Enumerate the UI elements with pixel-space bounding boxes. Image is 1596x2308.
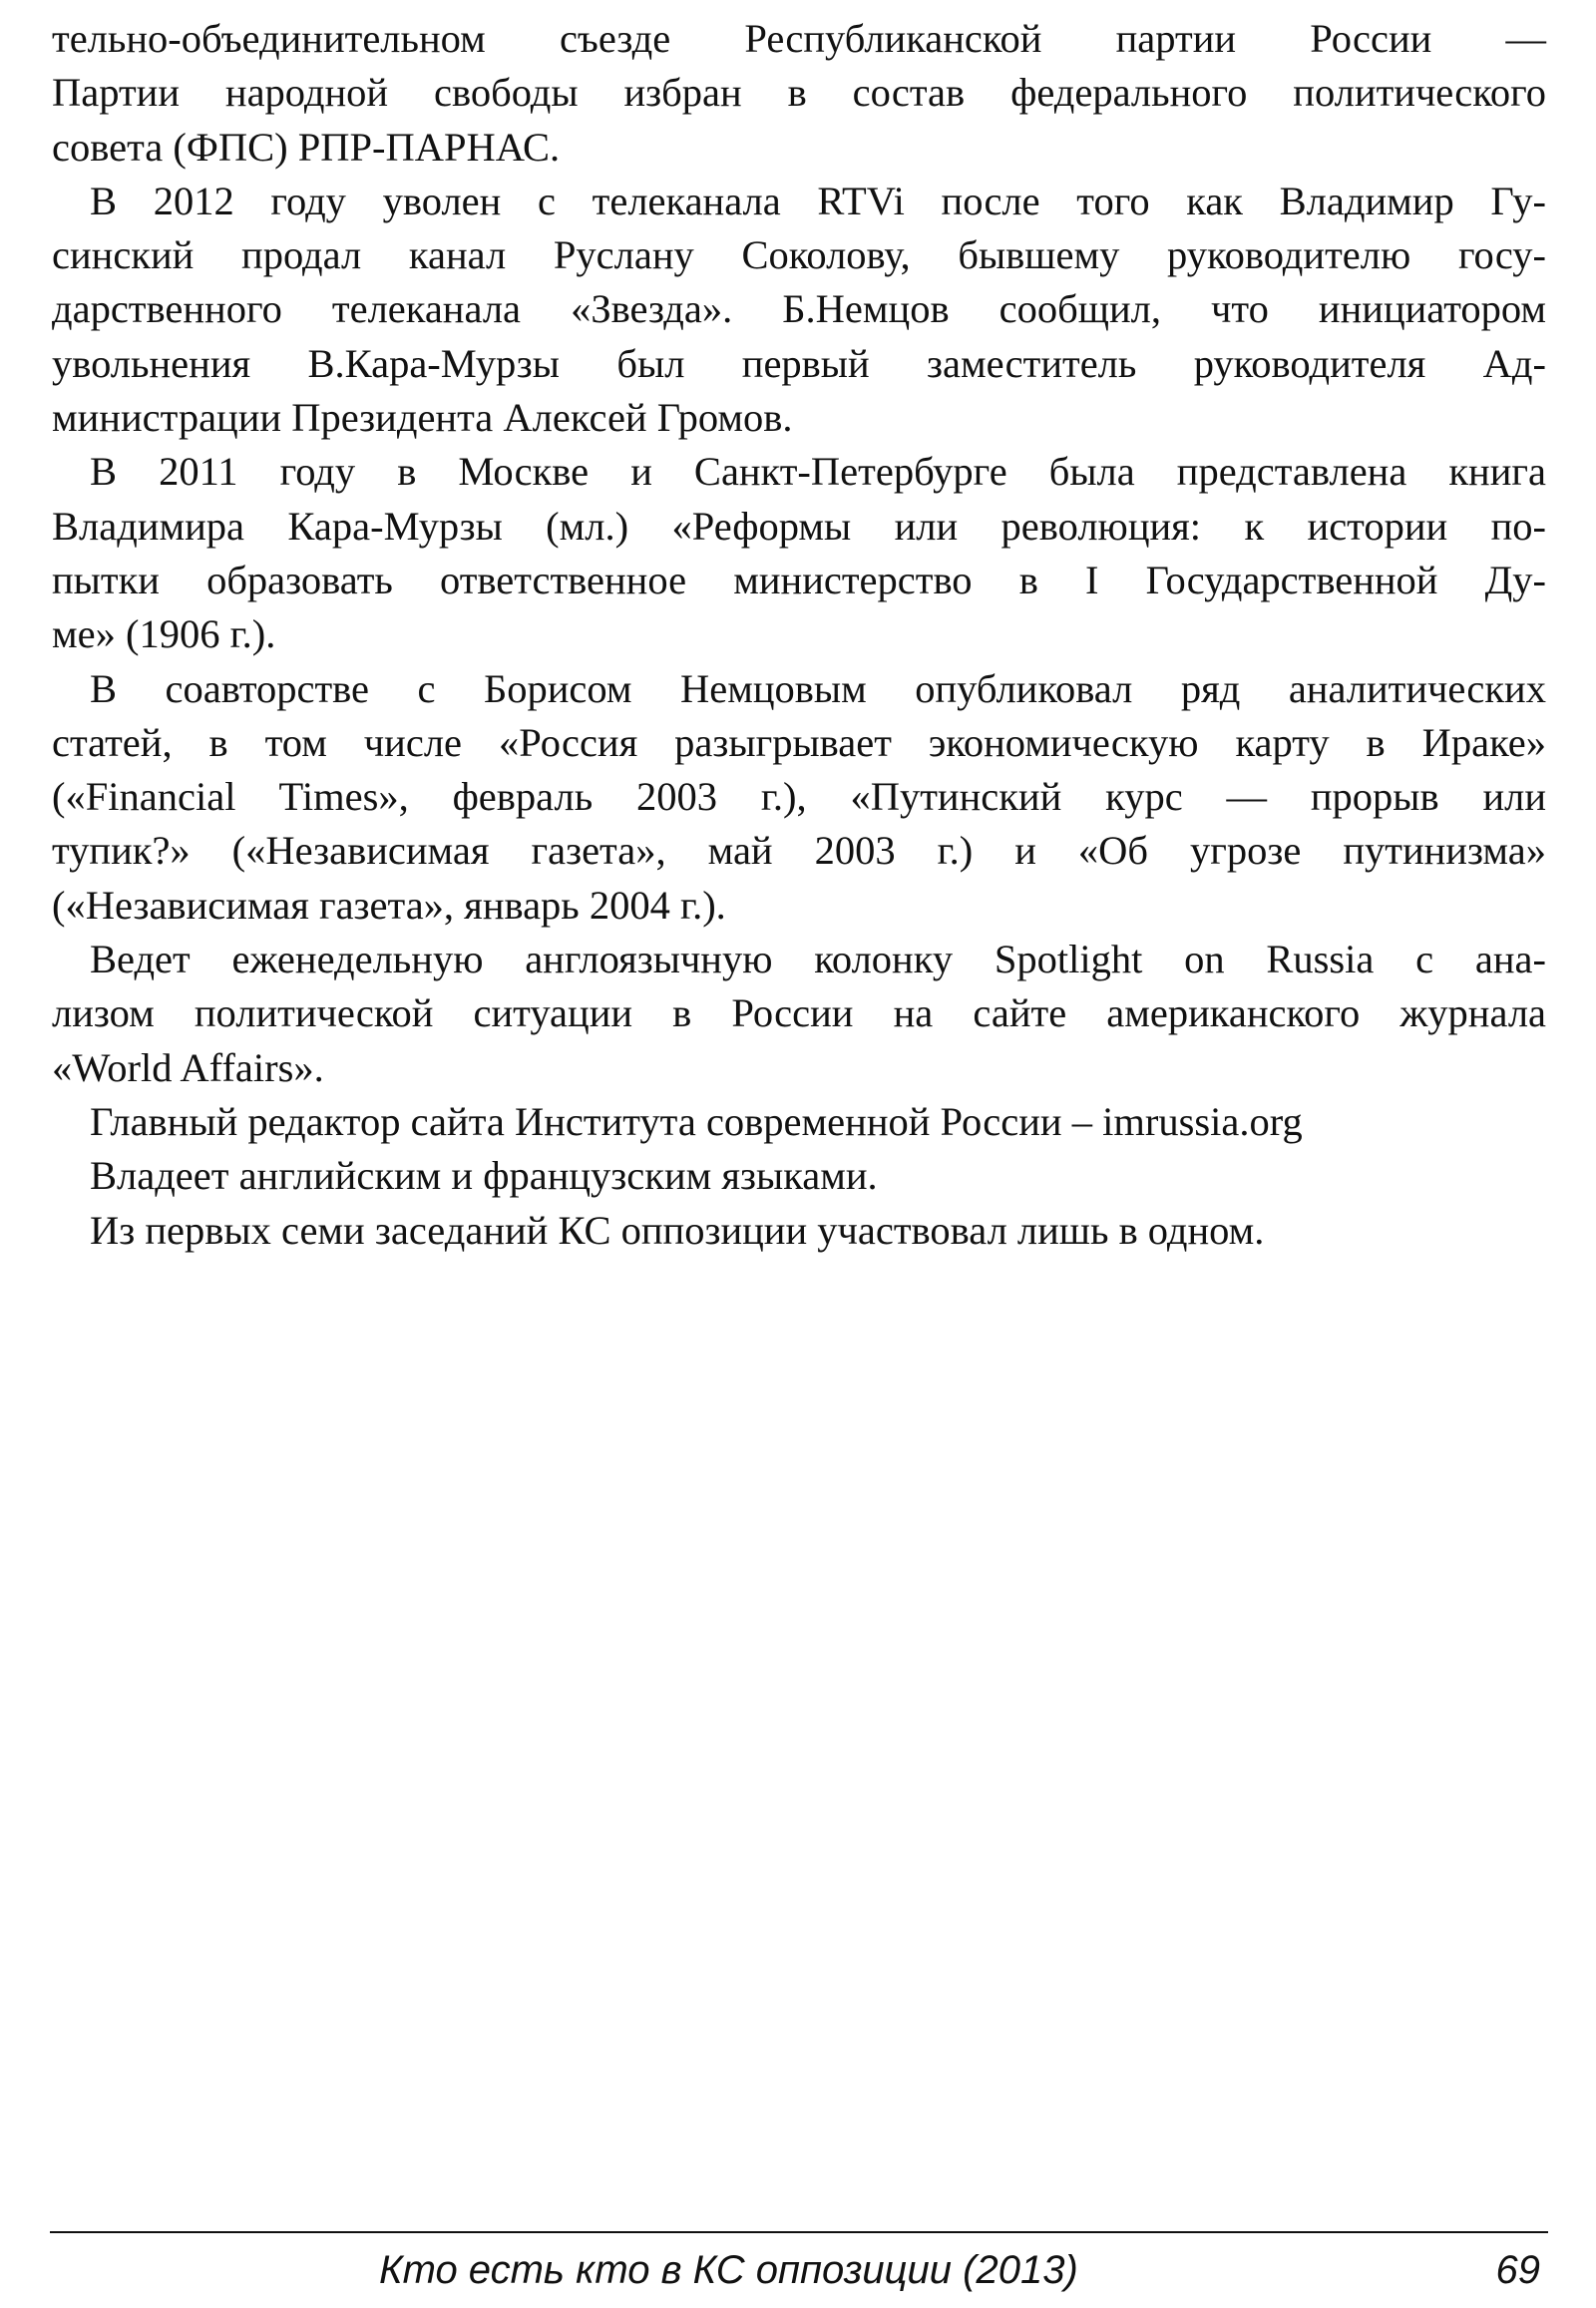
paragraph-languages [52, 1149, 1546, 1203]
paragraph-attendance [52, 1204, 1546, 1258]
text-line: дарственного телеканала «Звезда». Б.Немцов сообщил, что инициатором [52, 286, 1546, 332]
text-line: совета (ФПС) РПР-ПАРНАС. [52, 124, 561, 170]
text-line: ме» (1906 г.). [52, 611, 276, 657]
paragraph-book [52, 445, 1546, 661]
text-line: статей, в том числе «Россия разыгрывает экономическую карту в Ираке» [52, 719, 1546, 765]
footer-divider [50, 2231, 1548, 2233]
text-line: лизом политической ситуации в России на сайте американского журнала [52, 990, 1546, 1036]
page-body [52, 12, 1546, 1258]
text-line: увольнения В.Кара-Мурзы был первый заместитель руководителя Ад- [52, 340, 1546, 386]
text-line: пытки образовать ответственное министерство в I Государственной Ду- [52, 557, 1546, 602]
paragraph-party-council [52, 12, 1546, 175]
text-line: Ведет еженедельную англоязычную колонку Spotlight on Russia с ана- [90, 937, 1546, 982]
text-line: Владимира Кара-Мурзы (мл.) «Реформы или революция: к истории по- [52, 503, 1546, 549]
paragraph-rtvi-dismissal [52, 175, 1546, 445]
text-line: В 2011 году в Москве и Санкт-Петербурге была представлена книга [90, 449, 1546, 495]
text-line: В соавторстве с Борисом Немцовым опубликовал ряд аналитических [90, 665, 1546, 711]
paragraph-editor [52, 1095, 1546, 1149]
text-line: министрации Президента Алексей Громов. [52, 395, 793, 441]
text-line: тупик?» («Независимая газета», май 2003 г.) и «Об угрозе путинизма» [52, 828, 1546, 874]
text-line: В 2012 году уволен с телеканала RTVi после того как Владимир Гу- [90, 178, 1546, 223]
text-line: «World Affairs». [52, 1044, 324, 1090]
text-line: синский продал канал Руслану Соколову, бывшему руководителю госу- [52, 232, 1546, 278]
text-line: Главный редактор сайта Института современной России – imrussia.org [90, 1098, 1303, 1144]
text-line: («Независимая газета», январь 2004 г.). [52, 882, 726, 928]
footer-title: Кто есть кто в КС оппозиции (2013) [379, 2248, 1078, 2292]
page-number: 69 [1495, 2248, 1540, 2292]
page-footer [50, 2242, 1548, 2298]
text-line: Из первых семи заседаний КС оппозиции участвовал лишь в одном. [90, 1207, 1265, 1253]
paragraph-articles [52, 662, 1546, 933]
text-line: Партии народной свободы избран в состав федерального политического [52, 70, 1546, 116]
paragraph-column [52, 933, 1546, 1095]
text-line: Владеет английским и французским языками. [90, 1153, 878, 1199]
text-line: («Financial Times», февраль 2003 г.), «Путинский курс — прорыв или [52, 774, 1546, 820]
text-line: тельно-объединительном съезде Республиканской партии России — [52, 16, 1546, 61]
